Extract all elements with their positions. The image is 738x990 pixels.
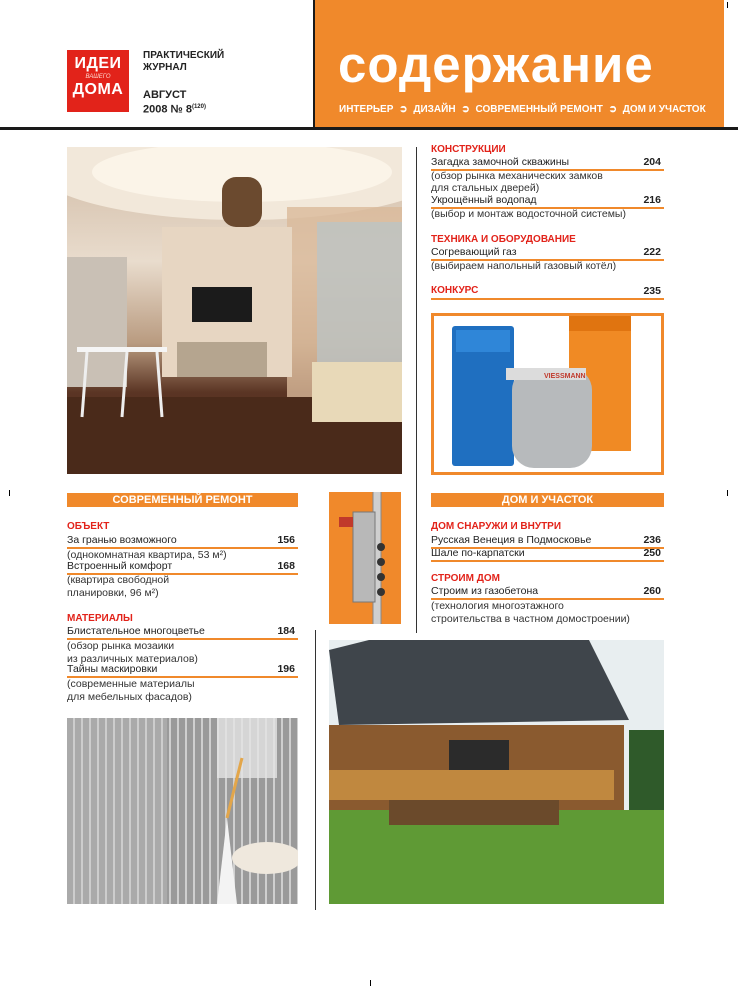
toc-group-heading: СТРОИМ ДОМ (431, 573, 500, 584)
toc-entry-desc: (однокомнатная квартира, 53 м²) (67, 549, 227, 561)
living-room-photo (67, 147, 402, 474)
toc-entry-desc: для стальных дверей) (431, 182, 540, 194)
issue-number: 2008 № 8 (143, 103, 192, 116)
toc-entry-desc: (современные материалы (67, 678, 195, 690)
door-lock-illustration (329, 492, 401, 624)
magazine-type (143, 50, 224, 74)
nav-separator-icon: ➲ (399, 104, 408, 115)
toc-group-heading: ДОМ СНАРУЖИ И ВНУТРИ (431, 521, 562, 532)
gas-boilers-photo (431, 313, 664, 475)
toc-group-heading: ОБЪЕКТ (67, 521, 110, 532)
section-bar-renovation: СОВРЕМЕННЫЙ РЕМОНТ (67, 493, 298, 507)
toc-entry-title: Загадка замочной скважины (431, 156, 570, 168)
toc-entry-desc: (технология многоэтажного (431, 600, 564, 612)
toc-entry-page: 235 (643, 285, 661, 297)
magazine-type-line-1: ПРАКТИЧЕСКИЙ (143, 50, 225, 61)
issue-info (143, 89, 206, 116)
toc-entry-title: Строим из газобетона (431, 585, 539, 597)
toc-entry-page: 260 (643, 585, 661, 597)
toc-entry-page: 216 (643, 194, 661, 206)
living-room-illustration (67, 147, 402, 474)
logo-line-2: ВАШЕГО (85, 74, 111, 80)
toc-entry-title: Русская Венеция в Подмосковье (431, 534, 592, 546)
nav-item-house[interactable]: ДОМ И УЧАСТОК (622, 104, 706, 115)
door-lock-photo (329, 492, 401, 624)
issue-month: АВГУСТ (143, 89, 187, 101)
toc-group-heading: ТЕХНИКА И ОБОРУДОВАНИЕ (431, 234, 576, 245)
toc-entry[interactable] (67, 664, 298, 678)
toc-entry-page: 236 (643, 534, 661, 546)
toc-entry-title: Встроенный комфорт (67, 560, 173, 572)
toc-group-heading: МАТЕРИАЛЫ (67, 613, 133, 624)
toc-entry-desc: (обзор рынка мозаики (67, 640, 175, 652)
magazine-logo (67, 50, 129, 112)
toc-entry-page: 156 (277, 534, 295, 546)
toc-entry-page: 204 (643, 156, 661, 168)
log-house-photo (329, 640, 664, 904)
nav-item-interior[interactable]: ИНТЕРЬЕР (339, 104, 394, 115)
toc-entry-page: 222 (643, 246, 661, 258)
gas-boilers-illustration (434, 316, 661, 472)
toc-entry-title: Тайны маскировки (67, 663, 158, 675)
toc-entry-title: Согревающий газ (431, 246, 517, 258)
toc-entry[interactable] (431, 247, 664, 261)
mosaic-bathroom-illustration (67, 718, 298, 904)
header-rule (0, 127, 738, 130)
log-house-illustration (329, 640, 664, 904)
mosaic-bathroom-photo (67, 718, 298, 904)
section-nav (339, 104, 709, 115)
logo-line-3: ДОМА (72, 81, 124, 98)
toc-entry-title: Укрощённый водопад (431, 194, 537, 206)
column-divider (416, 147, 417, 633)
toc-entry-contest[interactable] (431, 286, 664, 300)
toc-entry[interactable] (67, 626, 298, 640)
toc-entry-desc: (квартира свободной (67, 574, 170, 586)
toc-entry[interactable] (431, 586, 664, 600)
nav-separator-icon: ➲ (608, 104, 617, 115)
toc-entry[interactable] (67, 535, 298, 549)
toc-entry-desc: для мебельных фасадов) (67, 691, 192, 703)
toc-entry[interactable] (67, 561, 298, 575)
nav-item-renovation[interactable]: СОВРЕМЕННЫЙ РЕМОНТ (475, 104, 603, 115)
toc-entry-desc: планировки, 96 м²) (67, 587, 159, 599)
boiler-brand-label: VIESSMANN (544, 373, 586, 380)
toc-entry-desc: из различных материалов) (67, 653, 198, 665)
toc-entry-desc: строительства в частном домостроении) (431, 613, 630, 625)
toc-entry-page: 168 (277, 560, 295, 572)
toc-entry[interactable] (431, 548, 664, 562)
toc-entry-title: Блистательное многоцветье (67, 625, 205, 637)
crop-mark (370, 980, 371, 986)
toc-entry-page: 250 (643, 547, 661, 559)
toc-entry-page: 184 (277, 625, 295, 637)
crop-mark (727, 490, 728, 496)
nav-item-design[interactable]: ДИЗАЙН (413, 104, 456, 115)
magazine-type-line-2: ЖУРНАЛ (143, 62, 187, 73)
header-divider (313, 0, 315, 128)
nav-separator-icon: ➲ (461, 104, 470, 115)
toc-entry-page: 196 (277, 663, 295, 675)
crop-mark (9, 490, 10, 496)
toc-entry[interactable] (431, 157, 664, 171)
section-bar-house: ДОМ И УЧАСТОК (431, 493, 664, 507)
toc-entry[interactable] (431, 195, 664, 209)
logo-line-1: ИДЕИ (74, 55, 122, 72)
toc-entry-title: Шале по-карпатски (431, 547, 525, 559)
toc-entry-desc: (обзор рынка механических замков (431, 170, 603, 182)
toc-entry-title: За гранью возможного (67, 534, 177, 546)
page-title: содержание (338, 36, 654, 93)
toc-entry-desc: (выбираем напольный газовый котёл) (431, 260, 617, 272)
toc-entry-desc: (выбор и монтаж водосточной системы) (431, 208, 626, 220)
toc-group-heading: КОНСТРУКЦИИ (431, 144, 506, 155)
toc-group-heading: КОНКУРС (431, 285, 479, 296)
crop-mark (727, 2, 728, 8)
issue-total: (120) (191, 104, 206, 110)
column-divider (315, 630, 316, 910)
